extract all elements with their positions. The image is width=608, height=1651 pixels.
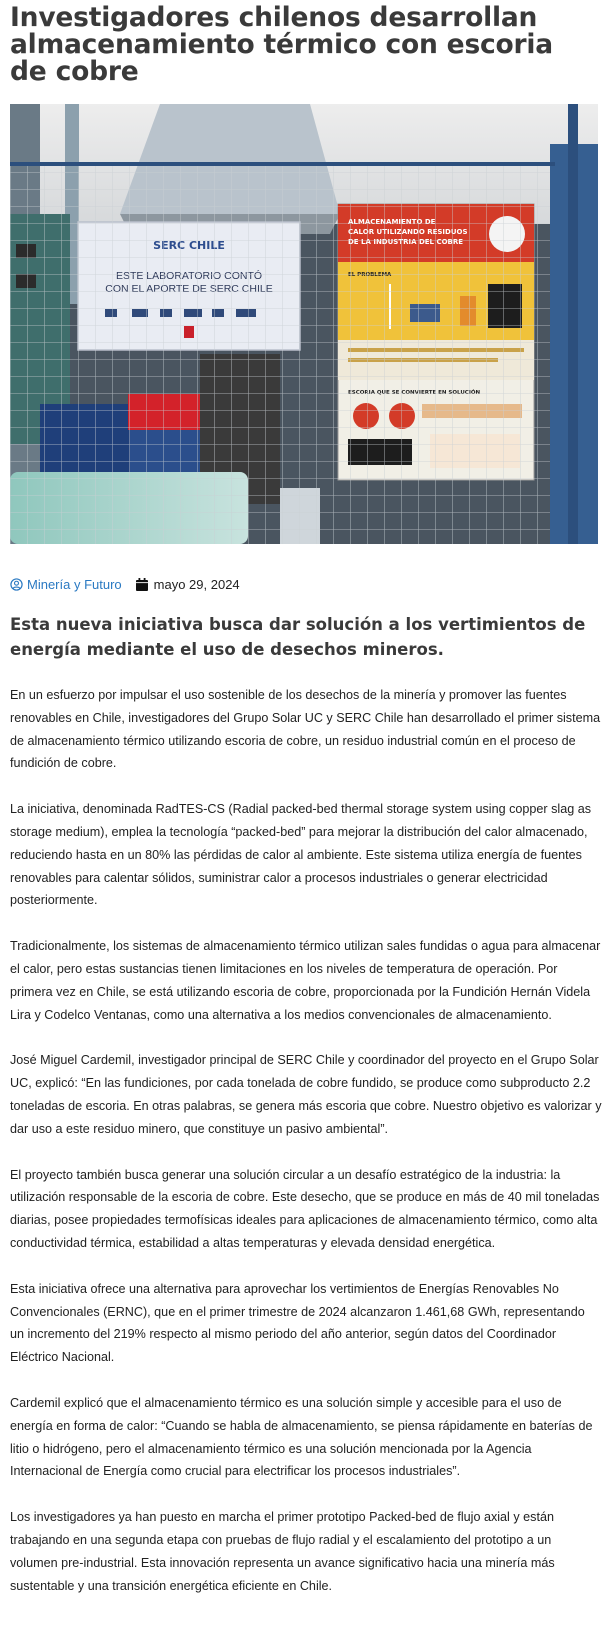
paragraph: En un esfuerzo por impulsar el uso sostenible de los desechos de la minería y promover las fuentes renovables en Chile, investigadores del Grupo Solar UC y SERC Chile han desarrollado el primer sistema de almacenamiento térmico utilizando escoria de cobre, un residuo industrial común en el proceso de fundición de cobre. (10, 688, 601, 771)
article-subtitle: Esta nueva iniciativa busca dar solución a los vertimientos de energía mediante el uso de desechos mineros. (10, 615, 586, 659)
paragraph: Los investigadores ya han puesto en marcha el primer prototipo Packed-bed de flujo axial y están trabajando en una segunda etapa con pruebas de flujo radial y el escalamiento del prototipo a un volumen pre-industrial. Esta innovación representa un avance significativo hacia una minería más sustentable y una transición energética eficiente en Chile. (10, 1510, 555, 1593)
article-body (10, 684, 602, 1620)
paragraph: Cardemil explicó que el almacenamiento térmico es una solución simple y accesible para el uso de energía en forma de calor: “Cuando se habla de almacenamiento, se piensa rápidamente en baterías de litio o hidrógeno, pero el almacenamiento térmico es una solución mencionada por la Agencia Internacional de Energía como crucial para electrificar los procesos industriales”. (10, 1395, 593, 1479)
paragraph: El proyecto también busca generar una solución circular a un desafío estratégico de la industria: la utilización responsable de la escoria de cobre. Este desecho, que se produce en más de 40 mil toneladas diarias, posee propiedades termofísicas ideales para aplicaciones de almacenamiento térmico, como alta conductividad térmica, estabilidad a altas temperaturas y elevada densidad energética. (10, 1167, 600, 1250)
featured-image (10, 104, 598, 544)
author-name[interactable]: Minería y Futuro (27, 576, 122, 592)
paragraph: La iniciativa, denominada RadTES-CS (Radial packed-bed thermal storage system using copper slag as storage medium), emplea la tecnología “packed-bed” para mejorar la distribución del calor almacenado, reduciendo hasta en un 80% las pérdidas de calor al ambiente. Este sistema utiliza energía de fuentes renovables para calentar sólidos, suministrar calor a procesos industriales o generar electricidad posteriormente. (10, 802, 592, 908)
calendar-icon (136, 578, 148, 591)
article (10, 0, 598, 85)
paragraph: Tradicionalmente, los sistemas de almacenamiento térmico utilizan sales fundidas o agua para almacenar el calor, pero estas sustancias tienen limitaciones en los niveles de temperatura de operación. Por primera vez en Chile, se está utilizando escoria de cobre, proporcionada por la Fundición Hernán Videla Lira y Codelco Ventanas, como una alternativa a los medios convencionales de almacenamiento. (10, 939, 601, 1022)
date-text: mayo 29, 2024 (153, 576, 240, 592)
post-date (136, 577, 240, 592)
paragraph: Esta iniciativa ofrece una alternativa para aprovechar los vertimientos de Energías Renovables No Convencionales (ERNC), que en el primer trimestre de 2024 alcanzaron 1.461,68 GWh, representando un incremento del 219% respecto al mismo periodo del año anterior, según datos del Coordinador Eléctrico Nacional. (10, 1281, 585, 1365)
post-meta (10, 575, 240, 593)
user-icon (10, 578, 23, 591)
paragraph: José Miguel Cardemil, investigador principal de SERC Chile y coordinador del proyecto en el Grupo Solar UC, explicó: “En las fundiciones, por cada tonelada de cobre fundido, se produce como subproducto 2.2 toneladas de escoria. En otras palabras, se genera más escoria que cobre. Nuestro objetivo es valorizar y dar uso a este residuo minero, que constituye un pasivo ambiental”. (10, 1053, 602, 1136)
lab-photo (10, 104, 598, 544)
author-link[interactable] (10, 577, 122, 592)
page-title: Investigadores chilenos desarrollan almacenamiento térmico con escoria de cobre (10, 2, 553, 87)
